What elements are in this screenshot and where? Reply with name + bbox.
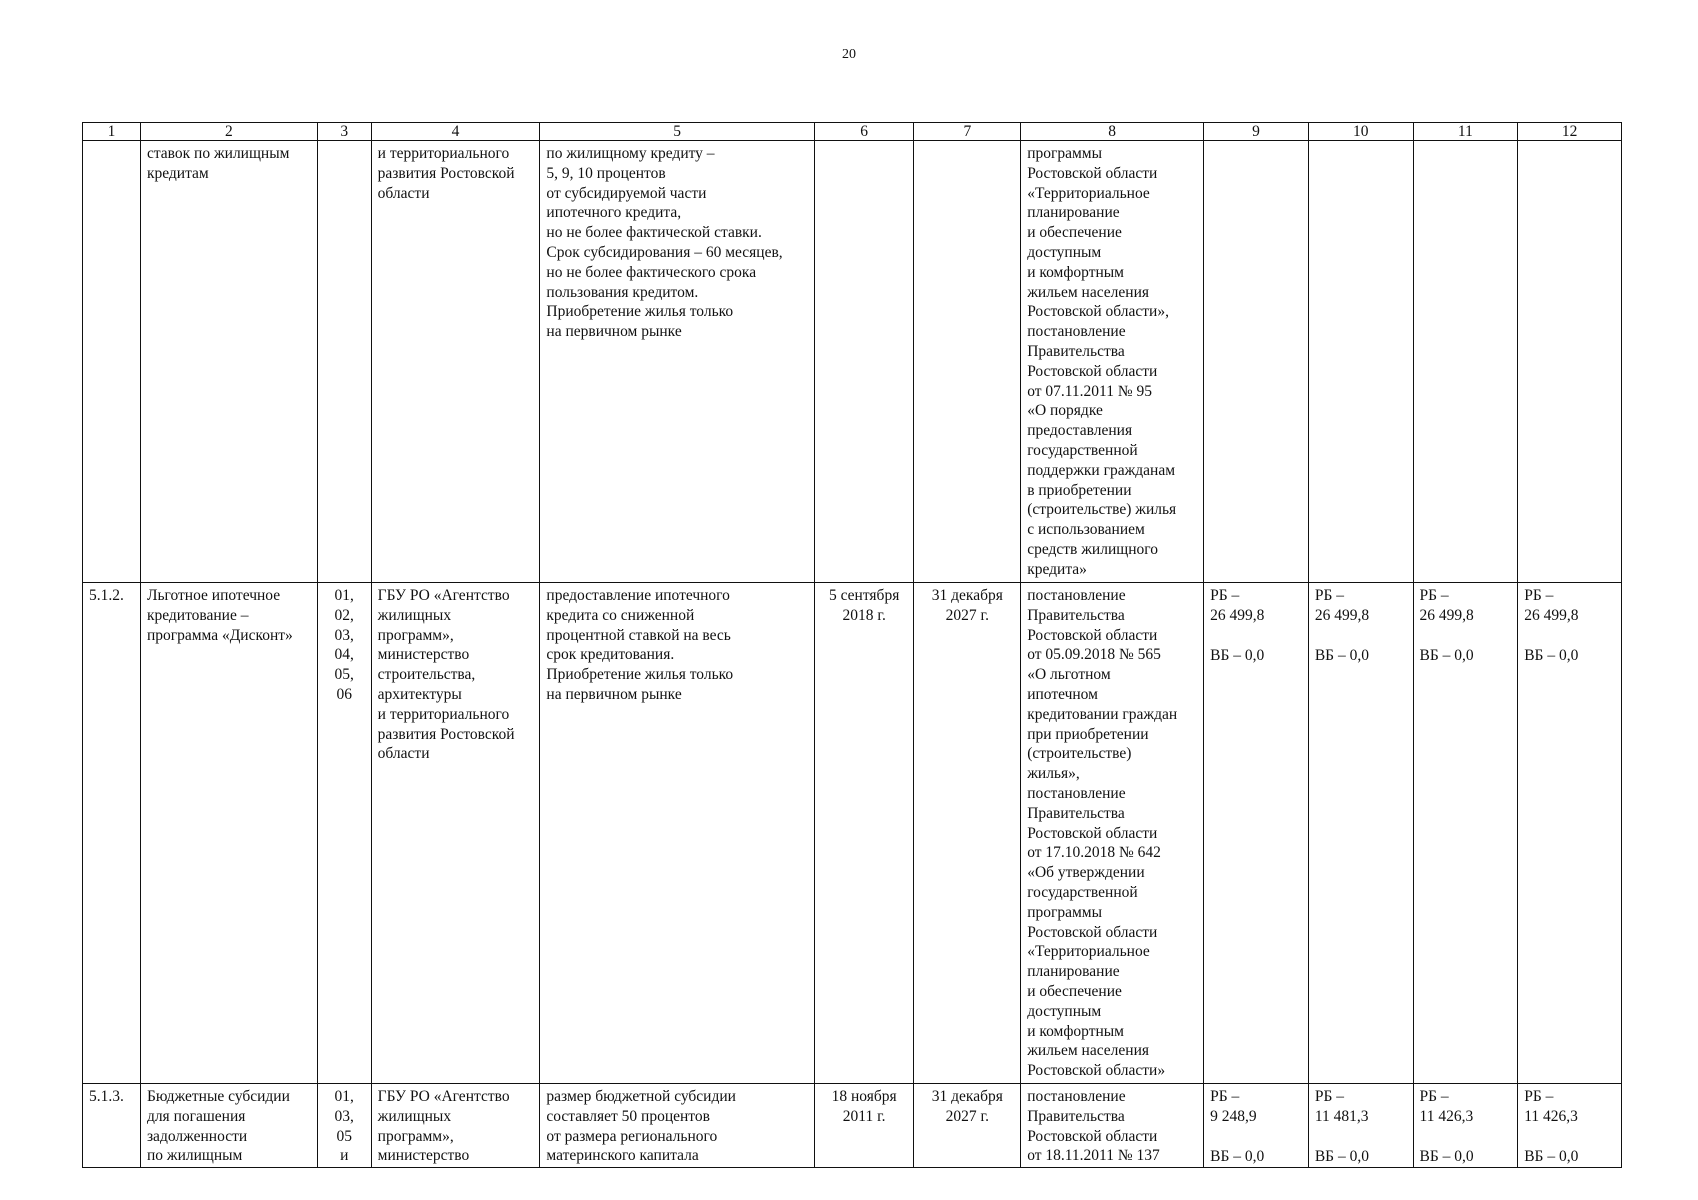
funding-cell	[1413, 1084, 1518, 1168]
funding-cell	[1308, 583, 1413, 1084]
funding-vb: ВБ – 0,0	[1210, 646, 1265, 664]
funding-cell	[1518, 1084, 1622, 1168]
funding-vb: ВБ – 0,0	[1419, 646, 1474, 664]
conditions: размер бюджетной субсидии составляет 50 процентов от размера регионального материнского капитала	[540, 1084, 814, 1168]
program-measures-table	[82, 122, 1622, 1168]
header-cell: 5	[540, 123, 814, 141]
header-cell: 1	[83, 123, 141, 141]
funding-vb: ВБ – 0,0	[1524, 646, 1579, 664]
header-cell: 12	[1518, 123, 1622, 141]
funding-cell	[1204, 141, 1309, 583]
header-cell: 6	[814, 123, 914, 141]
header-cell: 7	[914, 123, 1021, 141]
spacer	[1420, 626, 1512, 646]
funding-rb: РБ – 26 499,8	[1314, 587, 1370, 624]
spacer	[1315, 626, 1407, 646]
header-cell: 9	[1204, 123, 1309, 141]
funding-cell	[1204, 583, 1309, 1084]
funding-cell	[1518, 141, 1622, 583]
spacer	[1524, 1127, 1615, 1147]
funding-cell	[1518, 583, 1622, 1084]
executor: ГБУ РО «Агентство жилищных программ», министерство строительства, архитектуры и территориального развития Ростовской области	[371, 583, 540, 1084]
funding-cell	[1413, 583, 1518, 1084]
funding-rb: РБ – 9 248,9	[1210, 1088, 1257, 1125]
funding-rb: РБ – 26 499,8	[1524, 587, 1579, 624]
executor: и территориального развития Ростовской области	[371, 141, 540, 583]
end-date: 31 декабря 2027 г.	[914, 583, 1021, 1084]
measure-number: 5.1.3.	[83, 1084, 141, 1168]
header-cell: 2	[140, 123, 317, 141]
header-cell: 4	[371, 123, 540, 141]
header-cell: 3	[317, 123, 371, 141]
table-row	[83, 583, 1622, 1084]
spacer	[1524, 626, 1615, 646]
start-date	[814, 141, 914, 583]
measure-name: ставок по жилищным кредитам	[140, 141, 317, 583]
funding-vb: ВБ – 0,0	[1524, 1147, 1579, 1165]
spacer	[1420, 1127, 1512, 1147]
funding-rb: РБ – 11 426,3	[1524, 1088, 1578, 1125]
category-codes	[317, 141, 371, 583]
category-codes: 01, 03, 05 и	[317, 1084, 371, 1168]
spacer	[1210, 626, 1302, 646]
funding-vb: ВБ – 0,0	[1210, 1147, 1265, 1165]
legal-basis: постановление Правительства Ростовской области от 05.09.2018 № 565 «О льготном ипотечном кредитовании граждан при приобретении (строительстве) жилья», постановление Правительства Ростовской области от 17.10.2018 № 642 «Об утверждении государственной программы Ростовской области «Территориальное планирование и обеспечение доступным и комфортным жильем населения Ростовской области»	[1021, 583, 1204, 1084]
table-row	[83, 141, 1622, 583]
spacer	[1315, 1127, 1407, 1147]
spacer	[1210, 1127, 1302, 1147]
funding-vb: ВБ – 0,0	[1314, 646, 1369, 664]
funding-rb: РБ – 26 499,8	[1210, 587, 1265, 624]
funding-cell	[1308, 1084, 1413, 1168]
conditions: по жилищному кредиту – 5, 9, 10 процентов от субсидируемой части ипотечного кредита, но не более фактической ставки. Срок субсидирования – 60 месяцев, но не более фактического срока пользования кредитом. Приобретение жилья только на первичном рынке	[540, 141, 814, 583]
legal-basis: программы Ростовской области «Территориальное планирование и обеспечение доступным и комфортным жильем населения Ростовской области», постановление Правительства Ростовской области от 07.11.2011 № 95 «О порядке предоставления государственной поддержки гражданам в приобретении (строительстве) жилья с использованием средств жилищного кредита»	[1021, 141, 1204, 583]
funding-rb: РБ – 11 481,3	[1314, 1088, 1369, 1125]
funding-rb: РБ – 26 499,8	[1419, 587, 1474, 624]
conditions: предоставление ипотечного кредита со сниженной процентной ставкой на весь срок кредитования. Приобретение жилья только на первичном рынке	[540, 583, 814, 1084]
header-cell: 10	[1308, 123, 1413, 141]
header-cell: 8	[1021, 123, 1204, 141]
category-codes: 01, 02, 03, 04, 05, 06	[317, 583, 371, 1084]
end-date	[914, 141, 1021, 583]
start-date: 18 ноября 2011 г.	[814, 1084, 914, 1168]
funding-vb: ВБ – 0,0	[1419, 1147, 1474, 1165]
measure-number: 5.1.2.	[83, 583, 141, 1084]
funding-cell	[1308, 141, 1413, 583]
header-cell: 11	[1413, 123, 1518, 141]
legal-basis: постановление Правительства Ростовской области от 18.11.2011 № 137	[1021, 1084, 1204, 1168]
measure-number	[83, 141, 141, 583]
table-row	[83, 1084, 1622, 1168]
measure-name: Льготное ипотечное кредитование – программа «Дисконт»	[140, 583, 317, 1084]
funding-cell	[1413, 141, 1518, 583]
funding-vb: ВБ – 0,0	[1314, 1147, 1369, 1165]
start-date: 5 сентября 2018 г.	[814, 583, 914, 1084]
measure-name: Бюджетные субсидии для погашения задолженности по жилищным	[140, 1084, 317, 1168]
page-number: 20	[842, 47, 856, 62]
funding-rb: РБ – 11 426,3	[1419, 1088, 1474, 1125]
funding-cell	[1204, 1084, 1309, 1168]
table-header-row	[83, 123, 1622, 141]
executor: ГБУ РО «Агентство жилищных программ», министерство	[371, 1084, 540, 1168]
end-date: 31 декабря 2027 г.	[914, 1084, 1021, 1168]
